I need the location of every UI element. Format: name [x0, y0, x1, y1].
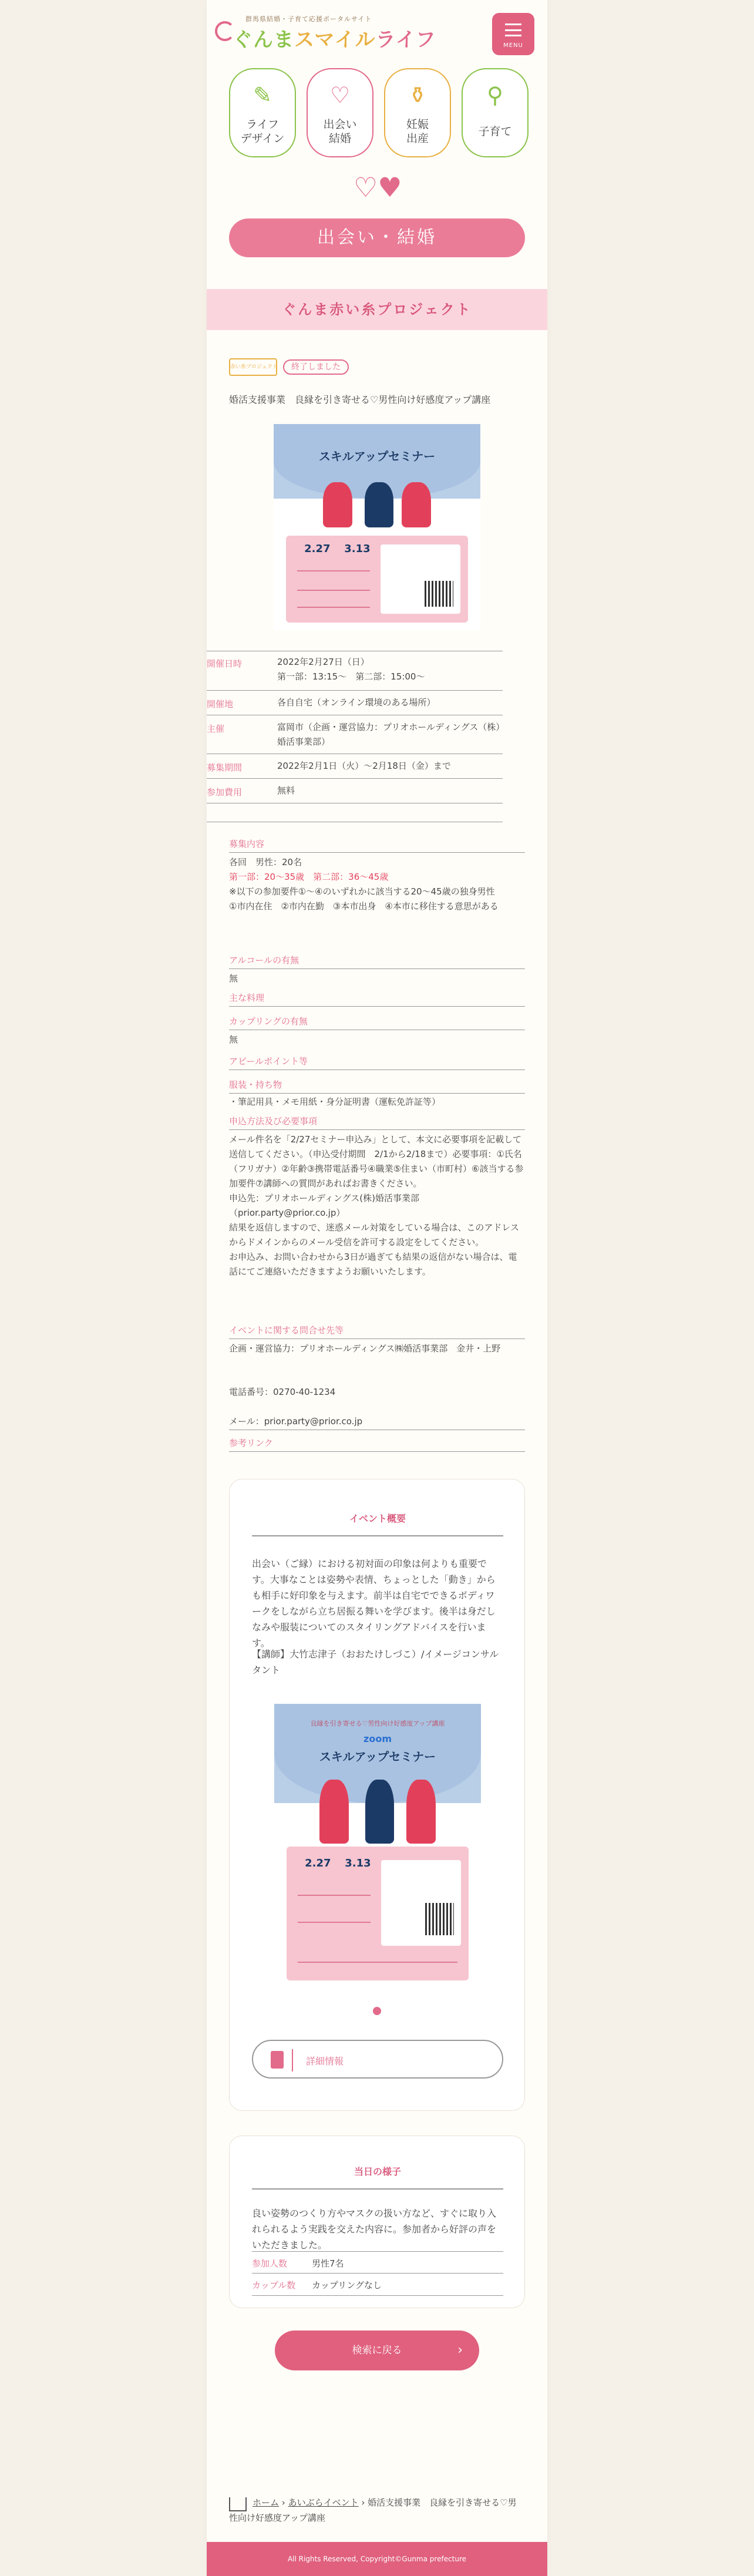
- detail-label: 開催地: [207, 699, 234, 709]
- detail-row-fee: [207, 779, 503, 803]
- carousel-dot[interactable]: [373, 2007, 381, 2015]
- apply-label: 申込方法及び必要事項: [229, 1115, 525, 1130]
- coupling-value: 無: [229, 1034, 238, 1045]
- report-card: [229, 2136, 525, 2308]
- detail-label: 募集期間: [207, 762, 243, 773]
- flyer-line: [297, 570, 370, 571]
- recruit-label: 募集内容: [229, 838, 525, 853]
- category-nav: [229, 68, 529, 159]
- contact-tel: 電話番号：0270-40-1234: [229, 1387, 336, 1397]
- detail-info-label: 詳細情報: [306, 2056, 344, 2067]
- detail-row-organizer: [207, 715, 503, 754]
- project-title: ぐんま赤い糸プロジェクト: [207, 289, 547, 330]
- page: [207, 0, 547, 2576]
- category-life-design[interactable]: [229, 68, 296, 157]
- recruit-line-1: 各回 男性：20名: [229, 857, 302, 867]
- flyer-line: [297, 590, 370, 591]
- detail-label: 参加費用: [207, 787, 243, 798]
- apply-text-4: お申込み、お問い合わせから3日が過ぎても結果の返信がない場合は、電話にてご連絡いただきますようお願いいたします。: [229, 1252, 517, 1277]
- overview-card: [229, 1479, 525, 2111]
- logo-title: [233, 23, 436, 52]
- breadcrumb: [229, 2495, 525, 2525]
- detail-info-button[interactable]: [252, 2040, 503, 2079]
- back-to-search-label: 検索に戻る: [352, 2345, 402, 2356]
- flyer-subtitle: 良縁を引き寄せる♡男性向け好感度アップ講座: [310, 1719, 445, 1727]
- back-to-search-button[interactable]: [275, 2330, 479, 2370]
- recruit-line-4: ①市内在住 ②市内在勤 ③本市出身 ④本市に移住する意思がある: [229, 901, 499, 912]
- pen-icon: ✎: [253, 82, 272, 108]
- contact-mail: メール：prior.party@prior.co.jp: [229, 1416, 363, 1427]
- recruit-line-3: ※以下の参加要件①〜④のいずれかに該当する20〜45歳の独身男性: [229, 886, 495, 897]
- detail-label: 開催日時: [207, 658, 243, 669]
- breadcrumb-separator: ›: [279, 2497, 288, 2508]
- status-badge: 終了しました: [283, 359, 349, 375]
- category-label: 妊娠 出産: [406, 118, 429, 145]
- overview-flyer-image: [274, 1704, 481, 1995]
- flyer-line: [298, 1962, 458, 1963]
- apply-content: [229, 1132, 525, 1279]
- logo-text-3: ライフ: [375, 28, 436, 52]
- report-participants: [252, 2251, 503, 2274]
- flyer-line: [298, 1922, 371, 1923]
- menu-label: MENU: [503, 42, 523, 49]
- coupling-label: カップリングの有無: [229, 1015, 525, 1030]
- reference-link-label[interactable]: 参考リンク: [229, 1437, 525, 1452]
- logo-text-2: スマイル: [294, 28, 376, 52]
- flyer-person: [319, 1780, 348, 1844]
- category-marriage[interactable]: [307, 68, 373, 157]
- appeal-label: アピールポイント等: [229, 1055, 525, 1070]
- button-separator: [292, 2049, 293, 2071]
- participants-label: 参加人数: [252, 2258, 288, 2269]
- flyer-info-panel: [287, 1847, 469, 1980]
- site-logo[interactable]: [215, 12, 436, 53]
- flyer-date-1: 2.27: [304, 542, 331, 555]
- detail-row-venue: [207, 691, 503, 715]
- flyer-line: [298, 1895, 371, 1896]
- smile-icon: [215, 21, 235, 41]
- flyer-person: [365, 1780, 394, 1844]
- flyer-header: スキルアップセミナー: [318, 449, 436, 463]
- alcohol-value: 無: [229, 973, 238, 984]
- breadcrumb-current: 婚活支援事業 良縁を引き寄せる♡男性向け好感度アップ講座: [229, 2497, 517, 2523]
- detail-divider: [207, 803, 503, 822]
- flyer-person: [402, 482, 430, 527]
- detail-value: 2022年2月27日（日） 第一部：13:15〜 第二部：15:00〜: [277, 657, 425, 682]
- flyer-date-1: 2.27: [305, 1857, 331, 1870]
- recruit-content: [229, 855, 525, 914]
- logo-text-1: ぐんま: [233, 28, 294, 52]
- report-title: 当日の様子: [252, 2164, 503, 2190]
- hamburger-icon: [505, 23, 521, 36]
- category-childcare[interactable]: [462, 68, 529, 157]
- breadcrumb-home[interactable]: ホーム: [253, 2497, 280, 2508]
- couples-value: カップリングなし: [312, 2280, 382, 2291]
- dress-label: 服装・持ち物: [229, 1078, 525, 1094]
- category-title: 出会い・結婚: [229, 218, 525, 257]
- site-header: [207, 0, 547, 65]
- hearts-icon: ♡: [329, 82, 351, 108]
- category-label: 出会い 結婚: [323, 118, 357, 145]
- stroller-icon: ⚲: [487, 82, 503, 108]
- overview-title: イベント概要: [252, 1511, 503, 1536]
- flyer-person: [365, 482, 393, 527]
- flyer-qr: [425, 581, 454, 607]
- apply-text-2: 申込先：プリオホールディングス(株)婚活事業部（prior.party@prior.co.jp）: [229, 1193, 420, 1218]
- detail-value: 各自自宅（オンライン環境のある場所）: [277, 697, 436, 708]
- site-footer: All Rights Reserved, Copyright©Gunma prefecture: [207, 2542, 547, 2576]
- event-title: 婚活支援事業 良縁を引き寄せる♡男性向け好感度アップ講座: [229, 394, 491, 405]
- detail-value: 2022年2月1日（火）〜2月18日（金）まで: [277, 761, 451, 771]
- apply-text: メール件名を「2/27セミナー申込み」として、本文に必要事項を記載して送信してください。（申込受付期間 2/1から2/18まで）必要事項：①氏名（フリガナ）②年齢③携帯電話番号④職業⑤住まい（市町村）⑥該当する参加要件⑦講師への質問があればお書きください。: [229, 1134, 524, 1189]
- detail-value: 富岡市（企画・運営協力：プリオホールディングス（株）婚活事業部）: [277, 722, 500, 747]
- hearts-icon: ♡♥: [354, 171, 402, 203]
- contact-org: 企画・運営協力：プリオホールディングス㈱婚活事業部 金井・上野: [229, 1343, 501, 1354]
- flyer-person: [323, 482, 352, 527]
- report-couples: [252, 2274, 503, 2296]
- home-icon[interactable]: [229, 2497, 247, 2511]
- project-logo-badge: 赤い糸プロジェクト: [229, 358, 277, 376]
- participants-value: 男性7名: [312, 2258, 344, 2269]
- report-text: 良い姿勢のつくり方やマスクの扱い方など、すぐに取り入れられるよう実践を交えた内容に。参加者から好評の声をいただきました。: [252, 2208, 497, 2251]
- breadcrumb-parent[interactable]: あいぶらイベント: [288, 2497, 359, 2508]
- category-label: ライフ デザイン: [240, 118, 285, 145]
- flyer-info-panel: [286, 536, 468, 623]
- detail-row-period: [207, 754, 503, 779]
- food-label: 主な料理: [229, 991, 525, 1007]
- flyer-date-2: 3.13: [344, 542, 371, 555]
- event-flyer-image: [274, 424, 480, 631]
- flyer-header: スキルアップセミナー: [319, 1750, 436, 1764]
- overview-text: 出会い（ご縁）における初対面の印象は何よりも重要です。大事なことは姿勢や表情、ちょっとした「動き」からも相手に好印象を与えます。前半は自宅でできるボディワークをしながら立ち居振る舞いを学びます。後半は身だしなみや服装についてのスタイリングアドバイスを行います。: [252, 1558, 496, 1649]
- flyer-line: [297, 607, 370, 608]
- document-icon: [271, 2051, 284, 2069]
- flyer-person: [406, 1780, 435, 1844]
- recruit-line-2: 第一部：20〜35歳 第二部：36〜45歳: [229, 872, 389, 882]
- flyer-date-2: 3.13: [345, 1857, 371, 1870]
- dress-value: ・筆記用具・メモ用紙・身分証明書（運転免許証等）: [229, 1097, 441, 1107]
- contact-label: イベントに関する問合せ先等: [229, 1324, 525, 1339]
- flyer-qr: [425, 1903, 455, 1935]
- category-label: 子育て: [478, 125, 512, 138]
- detail-row-datetime: [207, 651, 503, 691]
- detail-label: 主催: [207, 724, 225, 734]
- category-pregnancy[interactable]: [384, 68, 451, 157]
- chevron-right-icon: ›: [457, 2343, 463, 2358]
- couples-label: カップル数: [252, 2280, 296, 2291]
- bottle-icon: ⚱: [408, 82, 427, 108]
- breadcrumb-separator: ›: [358, 2497, 368, 2508]
- alcohol-label: アルコールの有無: [229, 954, 525, 969]
- overview-lecturer: 【講師】大竹志津子（おおたけしづこ）/イメージコンサルタント: [252, 1649, 499, 1676]
- menu-button[interactable]: [492, 13, 534, 55]
- apply-text-3: 結果を返信しますので、迷惑メール対策をしている場合は、このアドレスからドメインからのメール受信を許可する設定をしてください。: [229, 1222, 519, 1247]
- flyer-zoom: zoom: [363, 1733, 392, 1744]
- detail-value: 無料: [277, 785, 295, 796]
- logo-subtitle: 群馬県結婚・子育て応援ポータルサイト: [245, 15, 372, 23]
